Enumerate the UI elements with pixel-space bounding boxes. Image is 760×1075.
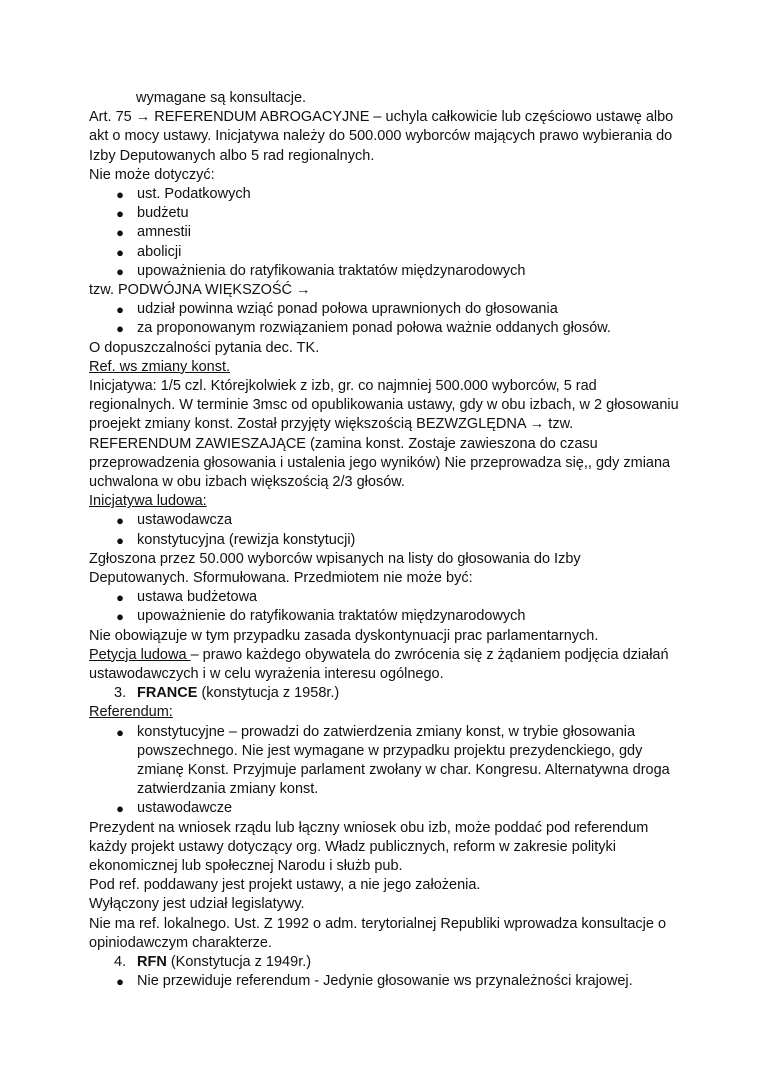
bullet-icon: ● bbox=[116, 590, 124, 606]
country-name: FRANCE bbox=[137, 685, 198, 702]
paragraph-petycja bbox=[89, 646, 679, 684]
item-number: 4. bbox=[114, 953, 127, 970]
numbered-item-france bbox=[89, 684, 679, 703]
bullet-icon: ● bbox=[116, 263, 124, 279]
text-line: wymagane są konsultacje. bbox=[136, 90, 307, 106]
list-item-text: ustawodawcza bbox=[137, 512, 233, 529]
bullet-icon: ● bbox=[116, 974, 124, 990]
list-item bbox=[89, 185, 679, 204]
bullet-icon: ● bbox=[116, 532, 124, 548]
list-item-text: budżetu bbox=[137, 205, 189, 222]
heading-referendum: Referendum: bbox=[89, 704, 173, 721]
bullet-icon: ● bbox=[116, 321, 124, 337]
bullet-list bbox=[89, 972, 679, 991]
paragraph-dyskontynuacja: Nie obowiązuje w tym przypadku zasada dyskontynuacji prac parlamentarnych. bbox=[89, 627, 599, 644]
list-item-text: konstytucyjne – prowadzi do zatwierdzenia zmiany konst, w trybie głosowania powszechnego. Nie jest wymagane w przypadku projektu prezydenckiego, gdy zmianę Konst. Przyjmuje parlament zwołany w char. Kongresu. Alternatywna droga zatwierdzania zmiany konst. bbox=[137, 723, 670, 798]
list-item bbox=[89, 972, 679, 991]
paragraph-wylaczony: Wyłączony jest udział legislatywy. bbox=[89, 896, 305, 913]
paragraph-inicjatywa-ref: Inicjatywa: 1/5 czl. Którejkolwiek z izb, gr. co najmniej 500.000 wyborców, 5 rad regionalnych. W terminie 3msc od opublikowania ustawy, gdy w obu izbach, w 2 głosowaniu proejekt zmiany konst. Został przyjęty większością BEZWZGLĘDNA → tzw. REFERENDUM ZAWIESZAJĄCE (zamina konst. Zostaje zawieszona do czasu przeprowadzenia głosowania i ustalenia jego wyników) Nie przeprowadza się,, gdy zmiana uchwalona w obu izbach większością 2/3 głosów. bbox=[89, 377, 679, 490]
bullet-icon: ● bbox=[116, 724, 124, 740]
paragraph-nie-moze: Nie może dotyczyć: bbox=[89, 166, 215, 183]
paragraph-prezydent: Prezydent na wniosek rządu lub łączny wniosek obu izb, może poddać pod referendum każdy projekt ustawy dotyczący org. Władz publicznych, reform w zakresie polityki ekonomicznej lub społecznej Narodu i służb pub. bbox=[89, 819, 649, 874]
list-item bbox=[89, 799, 679, 818]
item-number: 3. bbox=[114, 685, 127, 702]
paragraph-art75: Art. 75 → REFERENDUM ABROGACYJNE – uchyla całkowicie lub częściowo ustawę albo akt o mocy ustawy. Inicjatywa należy do 500.000 wyborców mających prawo wybierania do Izby Deputowanych albo 5 rad regionalnych. bbox=[89, 109, 674, 164]
bullet-icon: ● bbox=[116, 801, 124, 817]
list-item-text: konstytucyjna (rewizja konstytucji) bbox=[137, 531, 356, 548]
petycja-title: Petycja ludowa bbox=[89, 646, 191, 663]
bullet-icon: ● bbox=[116, 186, 124, 202]
bullet-icon: ● bbox=[116, 609, 124, 625]
list-item-text: ust. Podatkowych bbox=[137, 185, 251, 202]
list-item bbox=[89, 243, 679, 262]
bullet-list bbox=[89, 511, 679, 549]
bullet-icon: ● bbox=[116, 206, 124, 222]
list-item bbox=[89, 723, 679, 800]
heading-ref-zmiany: Ref. ws zmiany konst. bbox=[89, 358, 231, 375]
bullet-list bbox=[89, 185, 679, 281]
list-item-text: upoważnienia do ratyfikowania traktatów międzynarodowych bbox=[137, 262, 526, 279]
paragraph-zgloszona: Zgłoszona przez 50.000 wyborców wpisanych na listy do głosowania do Izby Deputowanych. Sformułowana. Przedmiotem nie może być: bbox=[89, 550, 581, 586]
bullet-icon: ● bbox=[116, 244, 124, 260]
list-item bbox=[89, 607, 679, 626]
paragraph-pod-ref: Pod ref. poddawany jest projekt ustawy, a nie jego założenia. bbox=[89, 877, 481, 894]
list-item-text: ustawodawcze bbox=[137, 800, 233, 817]
list-item bbox=[89, 588, 679, 607]
country-note: (konstytucja z 1958r.) bbox=[197, 685, 340, 702]
bullet-icon: ● bbox=[116, 513, 124, 529]
list-item-text: udział powinna wziąć ponad połowa uprawnionych do głosowania bbox=[137, 301, 558, 318]
petycja-text: – prawo każdego obywatela do zwrócenia się z żądaniem podjęcia działań ustawodawczych i w celu wyrażenia interesu ogólnego. bbox=[89, 646, 669, 682]
list-item-text: Nie przewiduje referendum - Jedynie głosowanie ws przynależności krajowej. bbox=[137, 973, 633, 990]
heading-inicjatywa-ludowa: Inicjatywa ludowa: bbox=[89, 493, 207, 510]
paragraph-ref-lokalny: Nie ma ref. lokalnego. Ust. Z 1992 o adm. terytorialnej Republiki wprowadza konsultacje o opiniodawczym charakterze. bbox=[89, 915, 667, 951]
bullet-list bbox=[89, 588, 679, 626]
list-item bbox=[89, 511, 679, 530]
bullet-list bbox=[89, 723, 679, 819]
list-item bbox=[89, 262, 679, 281]
list-item-text: ustawa budżetowa bbox=[137, 589, 258, 606]
paragraph-podwojna: tzw. PODWÓJNA WIĘKSZOŚĆ → bbox=[89, 282, 311, 298]
country-note: (Konstytucja z 1949r.) bbox=[166, 953, 312, 970]
bullet-list bbox=[89, 300, 679, 338]
bullet-icon: ● bbox=[116, 225, 124, 241]
list-item bbox=[89, 223, 679, 242]
list-item-text: amnestii bbox=[137, 224, 191, 241]
document-body bbox=[89, 89, 679, 991]
list-item-text: abolicji bbox=[137, 243, 182, 260]
numbered-item-rfn bbox=[89, 953, 679, 972]
country-name: RFN bbox=[137, 953, 167, 970]
list-item-text: za proponowanym rozwiązaniem ponad połowa ważnie oddanych głosów. bbox=[137, 320, 611, 337]
list-item-text: upoważnienie do ratyfikowania traktatów międzynarodowych bbox=[137, 608, 526, 625]
list-item bbox=[89, 531, 679, 550]
list-item bbox=[89, 319, 679, 338]
list-item bbox=[89, 204, 679, 223]
paragraph-dopuszczalnosc: O dopuszczalności pytania dec. TK. bbox=[89, 339, 320, 356]
list-item bbox=[89, 300, 679, 319]
bullet-icon: ● bbox=[116, 302, 124, 318]
